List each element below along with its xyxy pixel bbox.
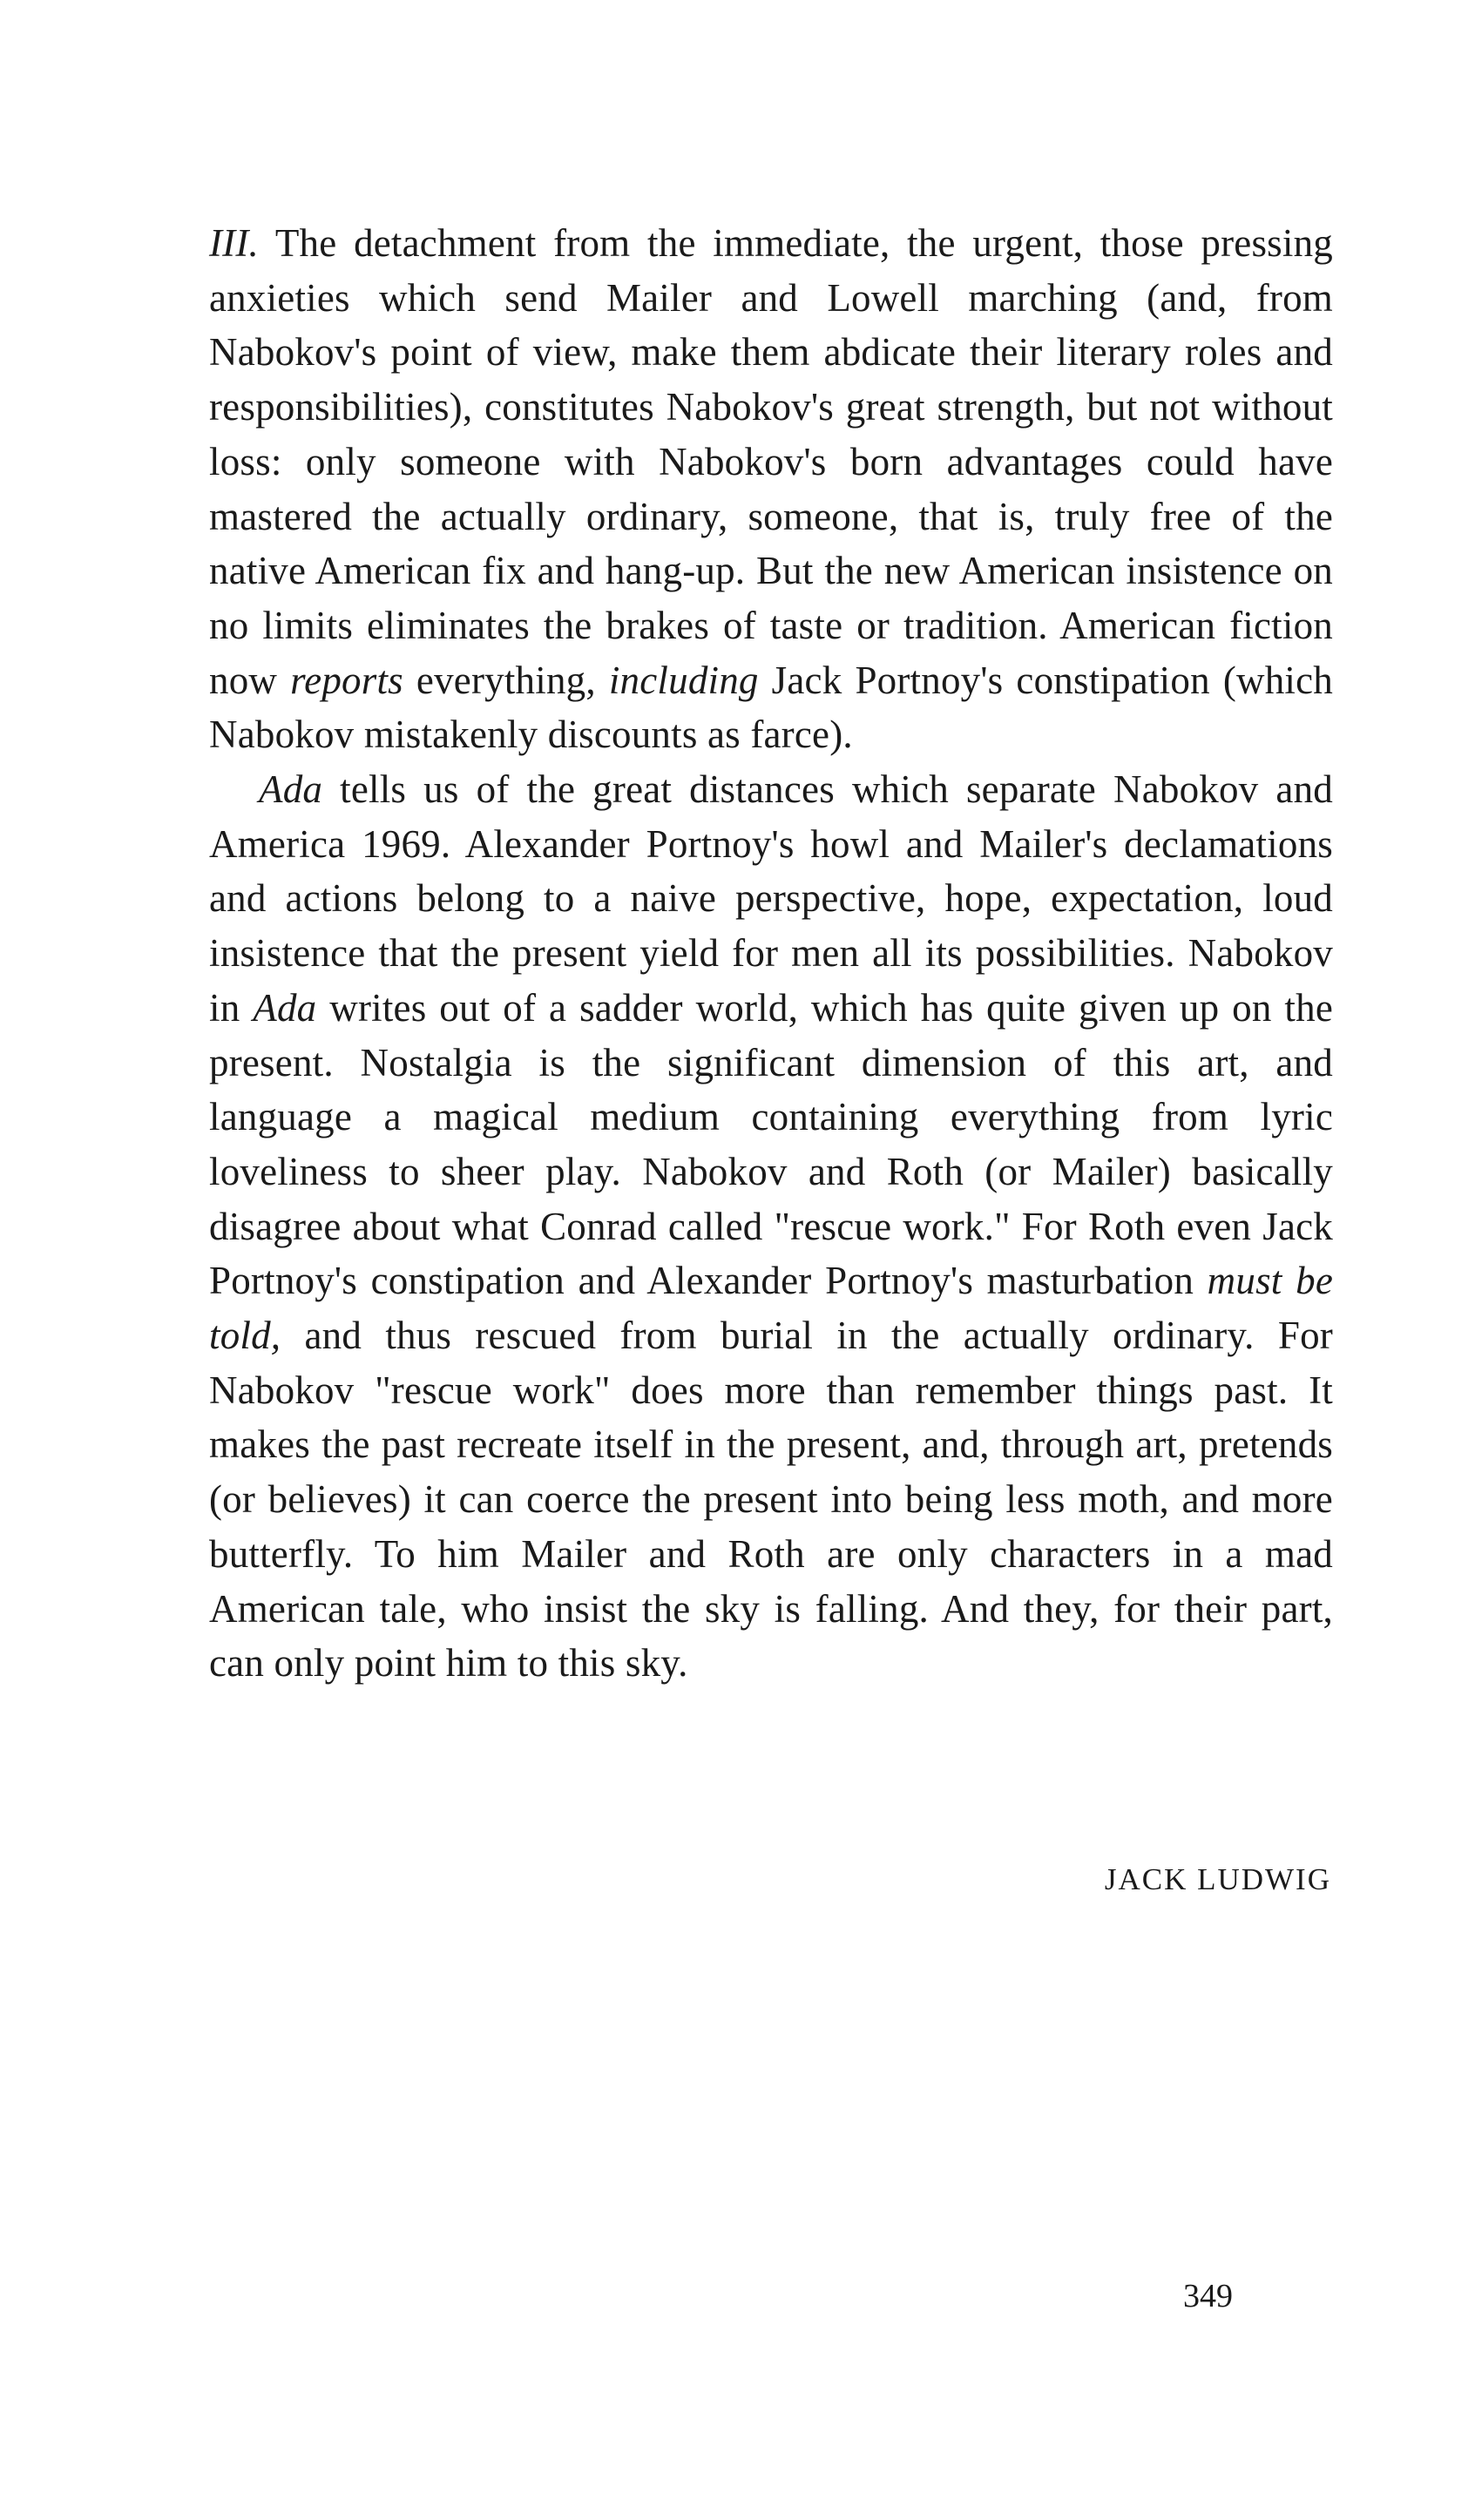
text-segment: tells us of the great distances which separate Nabokov and America 1969. Alexander Portnoy's howl and Mailer's declamations and actions belong to a naive perspective, hope, expectation, loud insistence that the present yield for men all its possibilities. Nabokov in (209, 767, 1333, 1030)
italic-phrase-must-be-told: must be told, (209, 1259, 1333, 1358)
text-segment: writes out of a sadder world, which has quite given up on the present. Nostalgia is the significant dimension of this art, and language a magical medium containing everything from lyric loveliness to sheer play. Nabokov and Roth (or Mailer) basically disagree about what Conrad called "rescue work." For Roth even Jack Portnoy's constipation and Alexander Portnoy's masturbation (209, 985, 1333, 1303)
author-signature: JACK LUDWIG (1104, 1862, 1331, 1896)
italic-word-reports: reports (290, 658, 403, 702)
text-segment: Jack Portnoy's constipation (which Nabokov mistakenly discounts as farce). (209, 658, 1333, 757)
paragraph-1 (209, 216, 1333, 762)
italic-title-ada: Ada (259, 767, 323, 812)
text-segment: and thus rescued from burial in the actually ordinary. For Nabokov "rescue work" does more than remember things past. It makes the past recreate itself in the present, and, through art, pretends (or believes) it can coerce the present into being less moth, and more butterfly. To him Mailer and Roth are only characters in a mad American tale, who insist the sky is falling. And they, for their part, can only point him to this sky. (209, 1314, 1333, 1686)
article-body (209, 216, 1333, 1691)
section-numeral: III. (209, 221, 260, 265)
text-segment: The detachment from the immediate, the urgent, those pressing anxieties which send Mailer and Lowell marching (and, from Nabokov's point of view, make them abdicate their literary roles and responsibilities), constitutes Nabokov's great strength, but not without loss: only someone with Nabokov's born advantages could have mastered the actually ordinary, someone, that is, truly free of the native American fix and hang-up. But the new American insistence on no limits eliminates the brakes of taste or tradition. American fiction now (209, 221, 1333, 702)
italic-word-including: including (608, 658, 759, 702)
page-number: 349 (1183, 2278, 1233, 2314)
paragraph-2 (209, 762, 1333, 1691)
text-segment: everything, (403, 658, 609, 702)
italic-title-ada: Ada (253, 985, 317, 1030)
